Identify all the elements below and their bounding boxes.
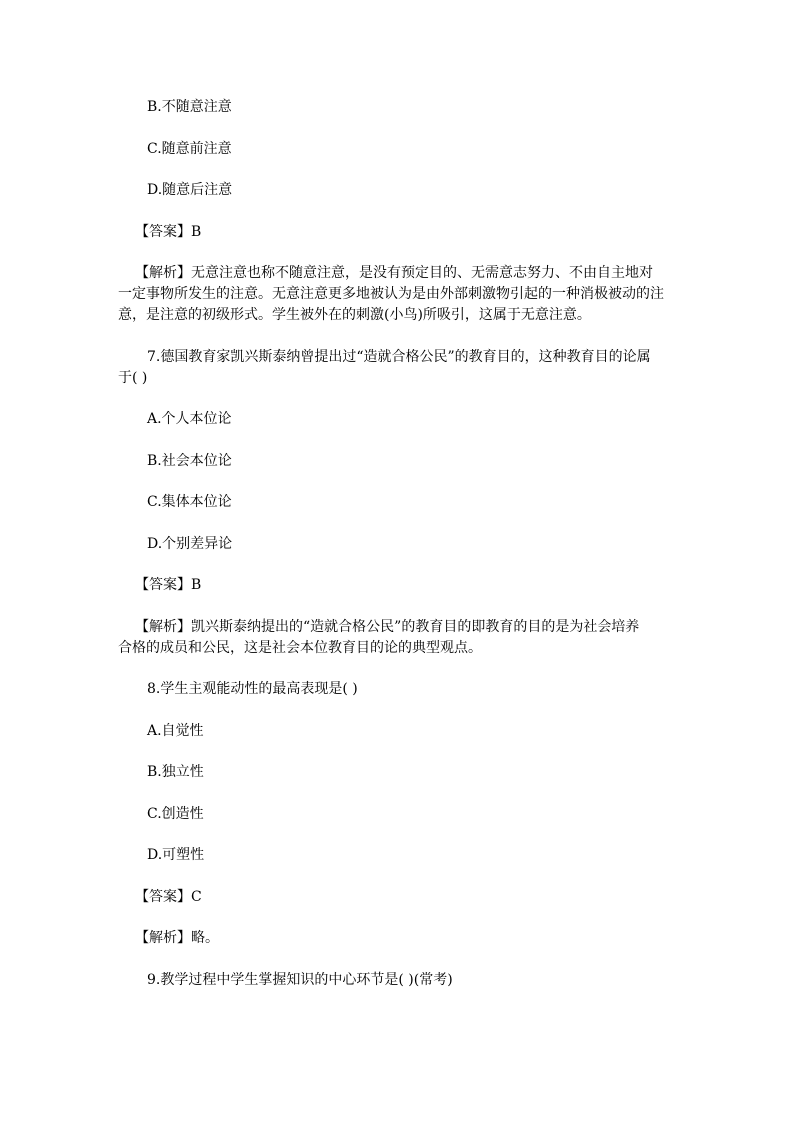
q7-stem-line-2: 于( ) (118, 370, 148, 386)
q8-option-d: D.可塑性 (147, 847, 205, 863)
q6-analysis-line-2: 一定事物所发生的注意。无意注意更多地被认为是由外部刺激物引起的一种消极被动的注 (118, 286, 664, 302)
q9-stem: 9.教学过程中学生掌握知识的中心环节是( )(常考) (147, 972, 453, 988)
q7-option-d: D.个别差异论 (147, 536, 233, 552)
q7-option-a: A.个人本位论 (147, 411, 232, 427)
q7-analysis-line-2: 合格的成员和公民，这是社会本位教育目的论的典型观点。 (118, 640, 482, 656)
q8-stem: 8.学生主观能动性的最高表现是( ) (147, 681, 358, 697)
q7-answer: 【答案】B (135, 577, 202, 593)
q7-option-b: B.社会本位论 (147, 453, 232, 469)
q8-option-b: B.独立性 (147, 764, 204, 780)
q7-analysis-line-1: 【解析】凯兴斯泰纳提出的“造就合格公民”的教育目的即教育的目的是为社会培养 (135, 619, 640, 635)
q8-option-a: A.自觉性 (147, 723, 204, 739)
q6-analysis-line-1: 【解析】无意注意也称不随意注意，是没有预定目的、无需意志努力、不由自主地对 (135, 265, 653, 281)
q8-analysis: 【解析】略。 (135, 930, 219, 946)
q7-stem-line-1: 7.德国教育家凯兴斯泰纳曾提出过“造就合格公民”的教育目的，这种教育目的论属 (147, 349, 651, 365)
q8-answer: 【答案】C (135, 889, 202, 905)
q6-option-d: D.随意后注意 (147, 182, 233, 198)
q6-analysis-line-3: 意，是注意的初级形式。学生被外在的刺激(小鸟)所吸引，这属于无意注意。 (118, 307, 591, 323)
q6-option-b: B.不随意注意 (147, 99, 232, 115)
q7-option-c: C.集体本位论 (147, 494, 232, 510)
q6-answer: 【答案】B (135, 224, 202, 240)
q6-option-c: C.随意前注意 (147, 141, 232, 157)
q8-option-c: C.创造性 (147, 806, 204, 822)
